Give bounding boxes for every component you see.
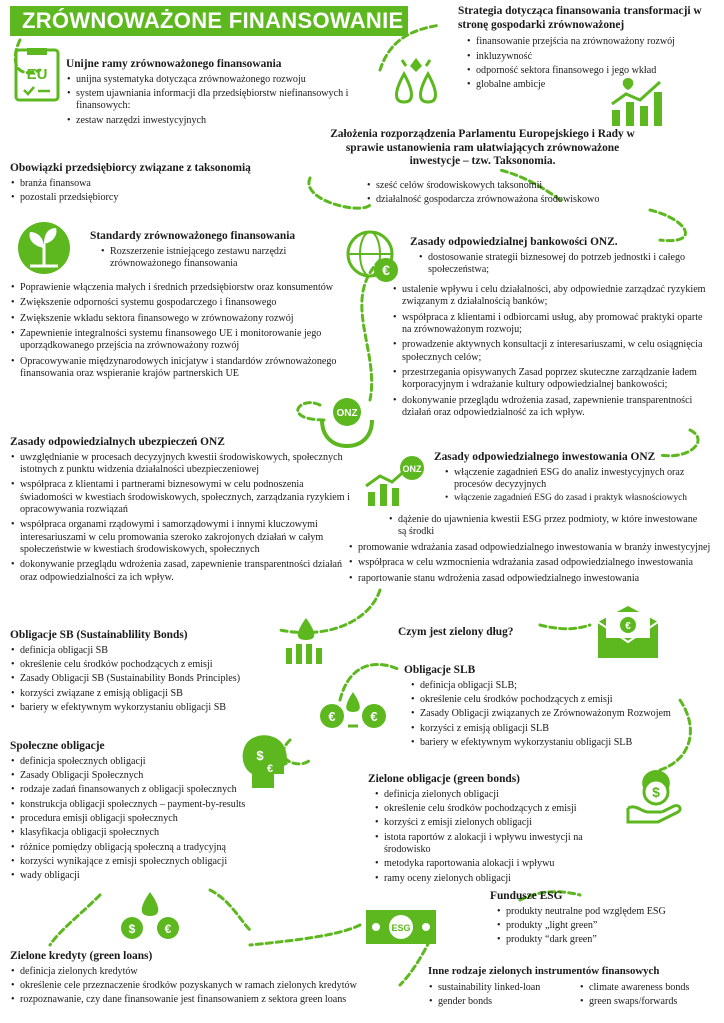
page-title: ZRÓWNOWAŻONE FINANSOWANIE <box>10 6 408 36</box>
list-item: • definicja obligacji SLB; <box>420 680 720 692</box>
list-item: • definicja zielonych obligacji <box>384 789 628 801</box>
section-inne <box>428 965 722 1011</box>
list-item: • Zwiększenie wkładu sektora finansowego w zrównoważony rozwój <box>20 313 355 325</box>
slb-heading: Obligacje SLB <box>404 664 476 676</box>
section-ubezpieczenia <box>10 436 350 587</box>
svg-text:$: $ <box>256 748 264 763</box>
list-item: • uwzględnianie w procesach decyzyjnych kwestii środowiskowych, społecznych istotnych z punktu widzenia działalności ubezpieczeniowej <box>20 452 350 477</box>
seedling-icon <box>12 218 76 278</box>
list-item: • sześć celów środowiskowych taksonomii <box>376 180 676 192</box>
list-item: • unijna systematyka dotycząca zrównoważonego rozwoju <box>76 74 386 86</box>
kredyty-heading: Zielone kredyty (green loans) <box>10 950 153 962</box>
list-item: • system ujawniania informacji dla przedsiębiorstw niefinansowych i finansowych: <box>76 88 386 113</box>
list-item: • działalność gospodarcza zrównoważona środowiskowo <box>376 194 676 206</box>
eu-checklist-icon <box>12 48 64 104</box>
ramy-heading: Unijne ramy zrównoważonego finansowania <box>66 58 282 70</box>
onz-label: ONZ <box>336 408 358 419</box>
list-item: • definicja zielonych kredytów <box>20 966 430 978</box>
onz-growth-chart-icon <box>362 454 428 510</box>
strategia-heading: Strategia dotycząca finansowania transformacji w stronę gospodarki zrównoważonej <box>458 5 702 31</box>
list-item: • klasyfikacja obligacji społecznych <box>20 827 300 839</box>
list-item: • prowadzenie aktywnych konsultacji z interesariuszami, w celu osiągnięcia społecznych celów; <box>402 339 710 364</box>
zielone-heading: Zielone obligacje (green bonds) <box>368 773 520 785</box>
section-strategia <box>458 5 720 94</box>
esg-banknote-icon <box>364 906 440 948</box>
list-item: • istota raportów z alokacji i wpływu inwestycji na środowisko <box>384 832 628 857</box>
list-item: • Rozszerzenie istniejącego zestawu narzędzi zrównoważonego finansowania <box>110 246 350 271</box>
section-bankowosc-head <box>410 236 710 278</box>
plant-drops-icon <box>384 54 448 114</box>
list-item: • Zapewnienie integralności systemu finansowego UE i monitorowanie jego uporządkowanego przejścia na zrównoważony rozwój <box>20 328 355 353</box>
onz-label-2: ONZ <box>402 464 422 474</box>
standardy-heading: Standardy zrównoważonego finansowania <box>90 230 296 242</box>
list-item: • Poprawienie włączenia małych i średnich przedsiębiorstw oraz konsumentów <box>20 282 355 294</box>
svg-text:€: € <box>328 709 336 724</box>
section-obowiazki <box>10 162 330 206</box>
list-item: • dostosowanie strategii biznesowej do potrzeb jednostki i całego społeczeństwa; <box>428 252 710 277</box>
dlug-heading: Czym jest zielony dług? <box>398 626 514 638</box>
euro-envelope-icon <box>594 604 664 662</box>
eu-globe-euro-icon <box>342 226 404 288</box>
svg-text:$: $ <box>652 784 660 800</box>
eu-label: EU <box>26 66 48 83</box>
money-drops-icon <box>118 888 182 946</box>
list-item: • finansowanie przejścia na zrównoważony rozwój <box>476 36 720 48</box>
list-item: • Zasady Obligacji SB (Sustainability Bonds Principles) <box>20 673 290 685</box>
list-item: • odporność sektora finansowego i jego wkład <box>476 65 720 77</box>
list-item: • zestaw narzędzi inwestycyjnych <box>76 115 386 127</box>
bankowosc-heading: Zasady odpowiedzialnej bankowości ONZ. <box>410 236 618 248</box>
section-spoleczne <box>10 740 300 885</box>
list-item: • promowanie wdrażania zasad odpowiedzialnego inwestowania w branży inwestycyjnej <box>358 542 713 554</box>
list-item: • dążenie do ujawnienia kwestii ESG przez podmioty, w które inwestowane są środki <box>398 514 708 539</box>
list-item: • inkluzywność <box>476 51 720 63</box>
list-item: • dokonywanie przeglądu wdrożenia zasad, zapewnienie transparentności działań oraz odpowiedzialności za ich wpływ. <box>20 559 350 584</box>
euro-coins-icon <box>318 686 388 734</box>
list-item: • produkty neutralne pod względem ESG <box>506 906 710 918</box>
list-item: • pozostali przedsiębiorcy <box>20 192 330 204</box>
list-item: • bariery w efektywnym wykorzystaniu obligacji SLB <box>420 737 720 749</box>
svg-text:€: € <box>266 763 274 775</box>
list-item: • ustalenie wpływu i celu działalności, aby odpowiednie zarządzać ryzykiem związanym z działalnością banków; <box>402 284 710 309</box>
list-item: • procedura emisji obligacji społecznych <box>20 813 300 825</box>
list-item: • raportowanie stanu wdrożenia zasad odpowiedzialnego inwestowania <box>358 573 713 585</box>
esg-label: ESG <box>391 923 411 933</box>
list-item: • definicja społecznych obligacji <box>20 756 300 768</box>
svg-text:$: $ <box>128 922 136 936</box>
svg-text:€: € <box>164 922 172 936</box>
section-inwestowanie-list <box>348 540 713 588</box>
list-item: • definicja obligacji SB <box>20 645 290 657</box>
inwestowanie-heading: Zasady odpowiedzialnego inwestowania ONZ <box>434 451 656 463</box>
section-standardy-list <box>10 280 355 383</box>
list-item: • ramy oceny zielonych obligacji <box>384 873 628 885</box>
list-item: • przestrzegania opisywanych Zasad poprzez skuteczne zarządzanie ładem korporacyjnym i wdrażanie kultury odpowiedzialnej bankowości; <box>402 367 710 392</box>
list-item: • gender bonds <box>438 996 571 1008</box>
section-zielone <box>368 773 628 887</box>
list-item: • różnice pomiędzy obligacją społeczną a tradycyjną <box>20 842 300 854</box>
list-item: • wady obligacji <box>20 870 300 882</box>
list-item: • sustainability linked-loan <box>438 982 571 994</box>
inne-heading: Inne rodzaje zielonych instrumentów finansowych <box>428 965 660 977</box>
list-item: • metodyka raportowania alokacji i wpływu <box>384 858 628 870</box>
ubezpieczenia-heading: Zasady odpowiedzialnych ubezpieczeń ONZ <box>10 436 225 448</box>
list-item: • produkty “dark green” <box>506 934 710 946</box>
list-item: • rodzaje zadań finansowanych z obligacji społecznych <box>20 784 300 796</box>
list-item: • włączenie zagadnień ESG do zasad i praktyk własnościowych <box>454 493 719 504</box>
list-item: • korzyści związane z emisją obligacji SB <box>20 688 290 700</box>
section-standardy-head <box>90 230 350 272</box>
sb-heading: Obligacje SB (Sustainablility Bonds) <box>10 629 188 641</box>
growth-chart-icon <box>608 74 668 130</box>
list-item: • konstrukcja obligacji społecznych – payment-by-results <box>20 799 300 811</box>
list-item: • współpraca z klientami i odbiorcami usług, aby promować praktyki oparte na zrównoważonym rozwoju; <box>402 312 710 337</box>
list-item: • Zasady Obligacji Społecznych <box>20 770 300 782</box>
section-inwestowanie-head <box>434 451 719 507</box>
section-ramy <box>66 58 386 129</box>
list-item: • włączenie zagadnień ESG do analiz inwestycyjnych oraz procesów decyzyjnych <box>454 467 719 492</box>
list-item: • dokonywanie przeglądu wdrożenia zasad, zapewnienie transparentności działań oraz odpowiedzialność za ich wpływ. <box>402 395 710 420</box>
list-item: • globalne ambicje <box>476 79 720 91</box>
list-item: • określenie celu środków pochodzących z emisji <box>20 659 290 671</box>
list-item: • współpraca z klientami i partnerami biznesowymi w celu podnoszenia świadomości w kwestiach środowiskowych, społecznych, zarządzania ryzykiem i opracowywania rozwiązań <box>20 479 350 516</box>
list-item: • green swaps/forwards <box>589 996 722 1008</box>
section-slb <box>404 664 720 751</box>
section-zalozenia-list <box>376 178 676 209</box>
list-item: • Opracowywanie międzynarodowych inicjatyw i standardów zrównoważonego finansowania oraz wspieranie krajów partnerskich UE <box>20 356 355 381</box>
spoleczne-heading: Społeczne obligacje <box>10 740 105 752</box>
list-item: • określenie cele przeznaczenie środków pozyskanych w ramach zielonych kredytów <box>20 980 430 992</box>
section-inwestowanie-mid <box>388 512 708 541</box>
fundusze-heading: Fundusze ESG <box>490 890 563 902</box>
section-dlug <box>398 626 548 640</box>
list-item: • współpraca organami rządowymi i samorządowymi i innymi kluczowymi interesariuszami w celu promowania szeroko zakrojonych działań w całym społeczeństwie w kwestiach środowiskowych, społecznych <box>20 519 350 556</box>
list-item: • korzyści z emisją obligacji SLB <box>420 723 720 735</box>
section-fundusze <box>490 890 710 949</box>
hand-coin-icon <box>624 768 688 828</box>
list-item: • Zwiększenie odporności systemu gospodarczego i finansowego <box>20 297 355 309</box>
obowiazki-heading: Obowiązki przedsiębiorcy związane z taksonomią <box>10 162 251 174</box>
list-item: • określenie celu środków pochodzących z emisji <box>384 803 628 815</box>
section-sb <box>10 629 290 716</box>
list-item: • branża finansowa <box>20 178 330 190</box>
list-item: • korzyści z emisji zielonych obligacji <box>384 817 628 829</box>
list-item: • climate awareness bonds <box>589 982 722 994</box>
svg-text:€: € <box>625 621 631 632</box>
list-item: • rozpoznawanie, czy dane finansowanie jest finansowaniem z sektora green loans <box>20 994 430 1006</box>
list-item: • bariery w efektywnym wykorzystaniu obligacji SB <box>20 702 290 714</box>
list-item: • korzyści wynikające z emisji społecznych obligacji <box>20 856 300 868</box>
zalozenia-heading: Założenia rozporządzenia Parlamentu Europejskiego i Rady w sprawie ustanowienia ram ułatwiających zrównoważone inwestycje – tzw. Taksonomia. <box>330 128 635 168</box>
list-item: • określenie celu środków pochodzących z emisji <box>420 694 720 706</box>
svg-text:€: € <box>382 262 390 278</box>
section-zalozenia <box>330 128 635 169</box>
section-bankowosc-list <box>392 282 710 422</box>
list-item: • produkty „light green” <box>506 920 710 932</box>
svg-text:€: € <box>370 709 378 724</box>
list-item: • współpraca w celu wzmocnienia wdrażania zasad odpowiedzialnego inwestowania <box>358 557 713 569</box>
list-item: • Zasady Obligacji związanych ze Zrównoważonym Rozwojem <box>420 708 720 720</box>
section-kredyty <box>10 950 430 1009</box>
